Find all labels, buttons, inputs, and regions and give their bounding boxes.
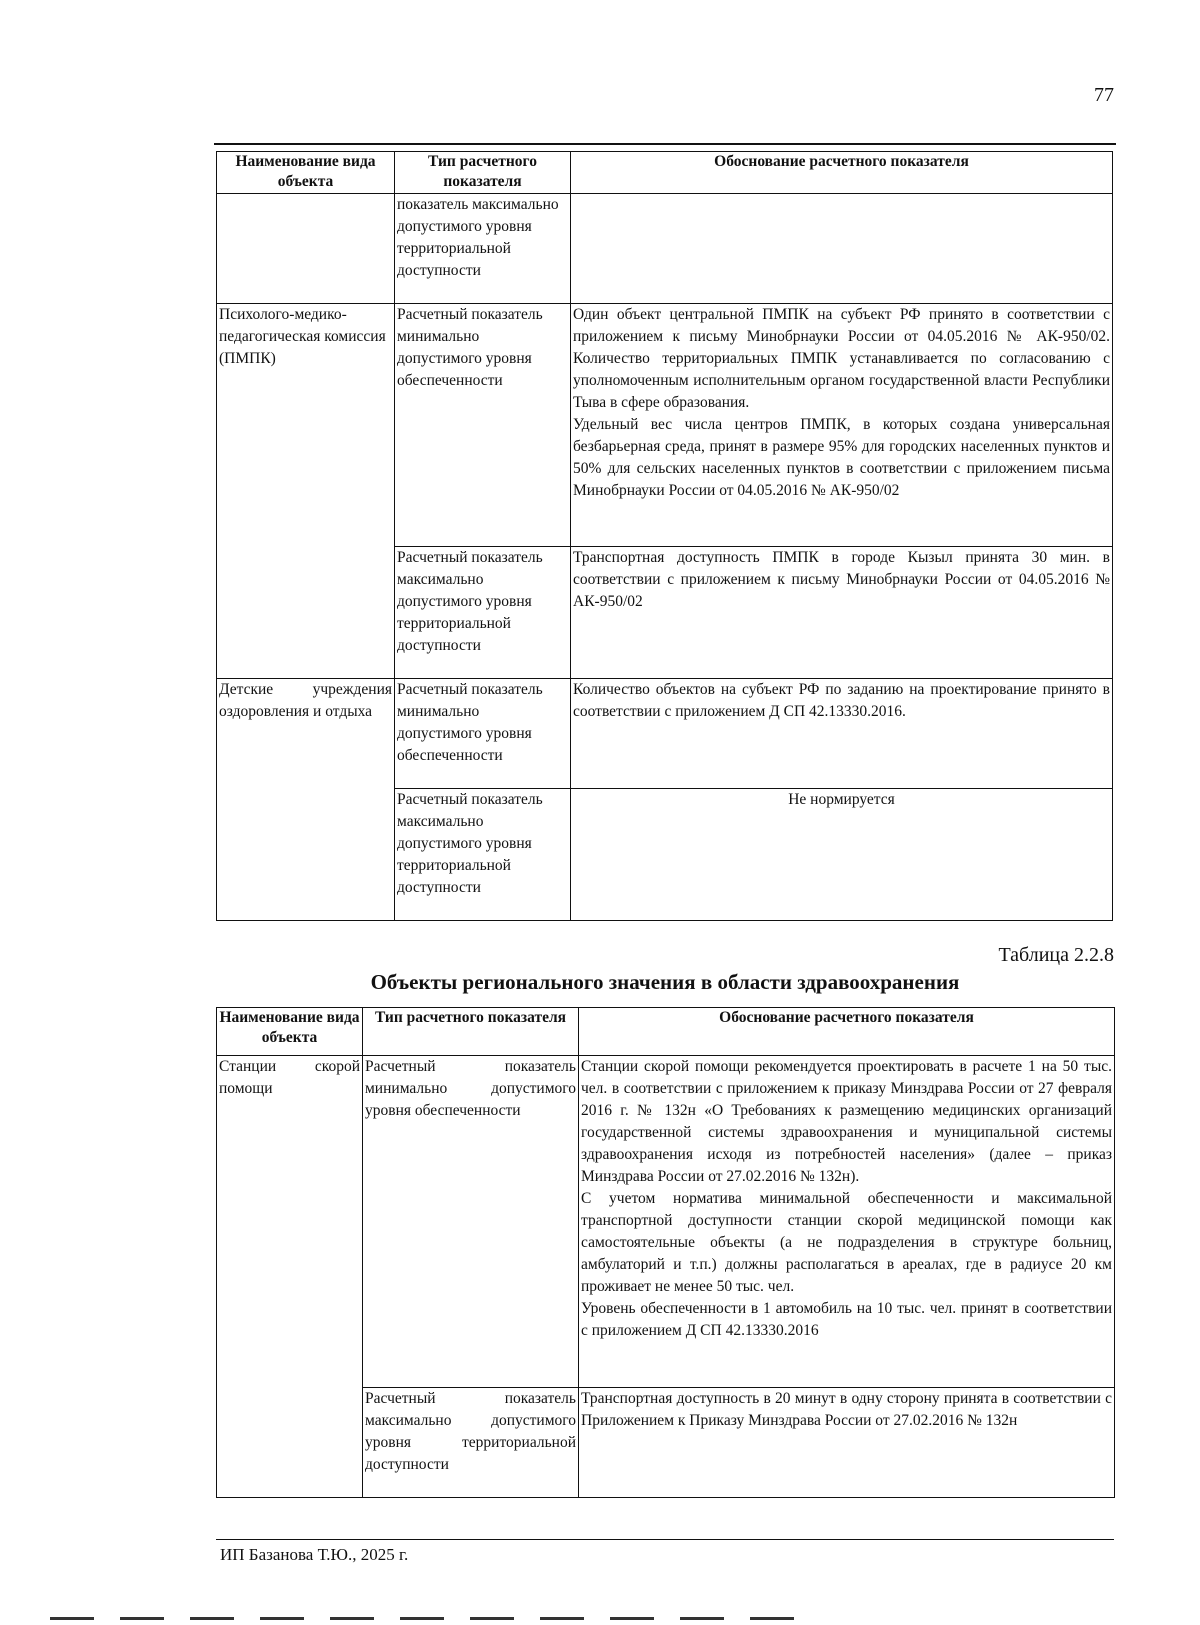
cell-type: Расчетный показатель минимально допустимого уровня обеспеченности <box>395 304 571 547</box>
footer-rule <box>216 1539 1114 1540</box>
table-row <box>217 1056 1115 1388</box>
cell-object <box>217 194 395 304</box>
footer-text: ИП Базанова Т.Ю., 2025 г. <box>220 1545 409 1564</box>
cell-basis: Количество объектов на субъект РФ по заданию на проектирование принято в соответствии с приложением Д СП 42.13330.2016. <box>571 679 1113 789</box>
column-header-type: Тип расчетного показателя <box>363 1008 579 1056</box>
table-title: Объекты регионального значения в области здравоохранения <box>370 970 960 994</box>
cell-type: Расчетный показатель минимально допустимого уровня обеспеченности <box>363 1056 579 1388</box>
column-header-object: Наименование вида объекта <box>217 1008 363 1056</box>
table-education-objects <box>216 151 1113 921</box>
cell-object: Станции скорой помощи <box>217 1056 363 1498</box>
cell-type: Расчетный показатель максимально допустимого уровня территориальной доступности <box>363 1388 579 1498</box>
cell-type: Расчетный показатель максимально допустимого уровня территориальной доступности <box>395 547 571 679</box>
column-header-basis: Обоснование расчетного показателя <box>571 152 1113 194</box>
column-header-basis: Обоснование расчетного показателя <box>579 1008 1115 1056</box>
cell-basis: Транспортная доступность ПМПК в городе Кызыл принята 30 мин. в соответствии с приложением к письму Минобрнауки России от 04.05.2016 № АК-950/02 <box>571 547 1113 679</box>
header-rule <box>214 143 1116 145</box>
column-header-type: Тип расчетного показателя <box>395 152 571 194</box>
scan-edge-dashes <box>50 1617 810 1620</box>
cell-type: Расчетный показатель минимально допустимого уровня обеспеченности <box>395 679 571 789</box>
cell-object: Детские учреждения оздоровления и отдыха <box>217 679 395 921</box>
table-label: Таблица 2.2.8 <box>998 944 1114 966</box>
table-row <box>217 679 1113 789</box>
table-row <box>217 304 1113 547</box>
cell-basis <box>571 194 1113 304</box>
column-header-object: Наименование вида объекта <box>217 152 395 194</box>
table-healthcare-objects <box>216 1007 1115 1498</box>
cell-object: Психолого-медико-педагогическая комиссия (ПМПК) <box>217 304 395 679</box>
cell-basis: Транспортная доступность в 20 минут в одну сторону принята в соответствии с Приложением к Приказу Минздрава России от 27.02.2016 № 132н <box>579 1388 1115 1498</box>
page-number: 77 <box>1094 84 1114 106</box>
cell-basis: Станции скорой помощи рекомендуется проектировать в расчете 1 на 50 тыс. чел. в соответствии с приложением к приказу Минздрава России от 27 февраля 2016 г. № 132н «О Требованиях к размещению медицинских организаций государственной системы здравоохранения и муниципальной системы здравоохранения исходя из потребностей населения» (далее – приказ Минздрава России от 27.02.2016 № 132н). С учетом норматива минимальной обеспеченности и максимальной транспортной доступности станции скорой медицинской помощи как самостоятельные объекты (а не подразделения в структуре больниц, амбулаторий и т.п.) должны располагаться в ареалах, где в радиусе 20 км проживает не менее 50 тыс. чел. Уровень обеспеченности в 1 автомобиль на 10 тыс. чел. принят в соответствии с приложением Д СП 42.13330.2016 <box>579 1056 1115 1388</box>
table-row <box>217 194 1113 304</box>
cell-basis: Один объект центральной ПМПК на субъект РФ принято в соответствии с приложением к письму Минобрнауки России от 04.05.2016 № АК-950/02. Количество территориальных ПМПК устанавливается по согласованию с уполномоченным исполнительным органом государственной власти Республики Тыва в сфере образования. Удельный вес числа центров ПМПК, в которых создана универсальная безбарьерная среда, принят в размере 95% для городских населенных пунктов и 50% для сельских населенных пунктов в соответствии с приложением письма Минобрнауки России от 04.05.2016 № АК-950/02 <box>571 304 1113 547</box>
cell-type: показатель максимально допустимого уровня территориальной доступности <box>395 194 571 304</box>
cell-type: Расчетный показатель максимально допустимого уровня территориальной доступности <box>395 789 571 921</box>
cell-basis: Не нормируется <box>571 789 1113 921</box>
